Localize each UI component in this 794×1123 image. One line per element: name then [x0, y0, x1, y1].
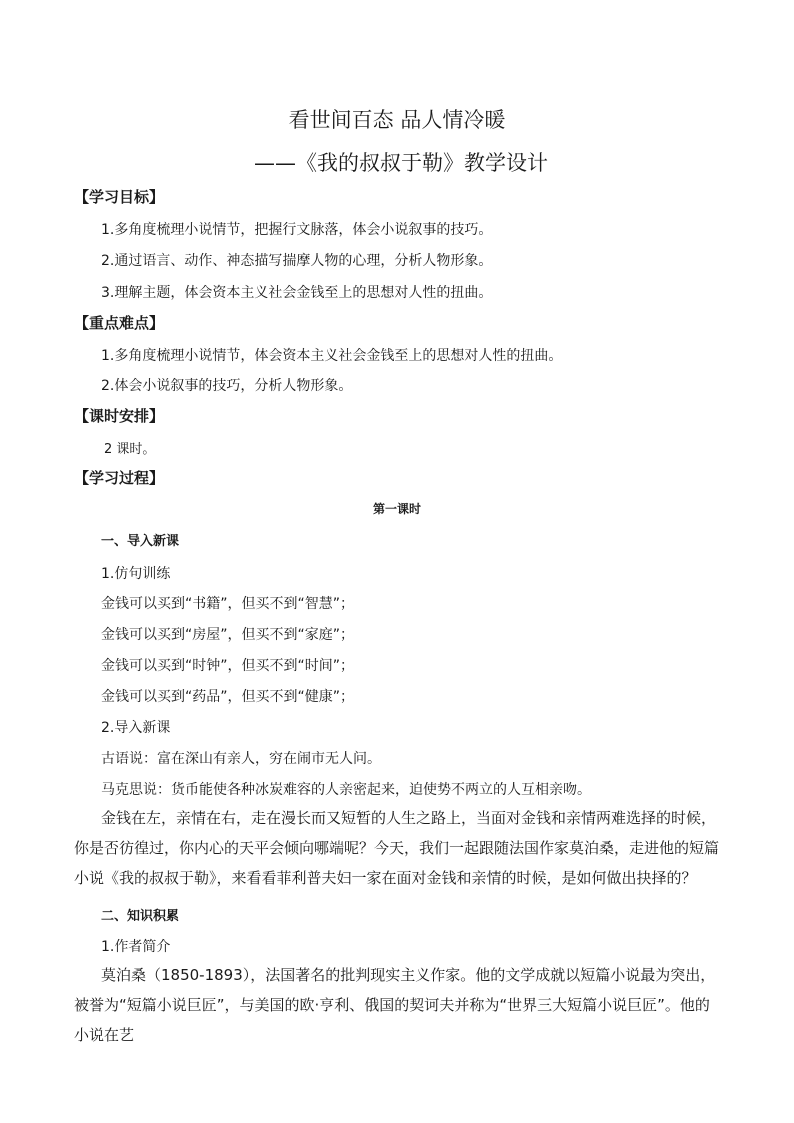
- quote-ancient: 古语说：富在深山有亲人，穷在闹市无人问。: [101, 751, 381, 767]
- section-heading-goals: 【学习目标】: [74, 188, 165, 206]
- author-paragraph: 莫泊桑（1850-1893），法国著名的批判现实主义作家。他的文学成就以短篇小说最为突出，被誉为“短篇小说巨匠”，与美国的欧·亨利、俄国的契诃夫并称为“世界三大短篇小说巨匠”。他的小说在艺: [74, 966, 716, 1044]
- part1-heading: 一、导入新课: [101, 534, 180, 549]
- imitation-line-3: 金钱可以买到“时钟”，但买不到“时间”；: [101, 658, 355, 674]
- doc-subtitle: ——《我的叔叔于勒》教学设计: [254, 151, 548, 175]
- lesson-title: 第一课时: [372, 502, 421, 516]
- intro-paragraph: 金钱在左，亲情在右，走在漫长而又短暂的人生之路上，当面对金钱和亲情两难选择的时候，你是否彷徨过，你内心的天平会倾向哪端呢？今天，我们一起跟随法国作家莫泊桑，走进他的短篇小说《我的叔叔于勒》，来看看菲利普夫妇一家在面对金钱和亲情的时候，是如何做出抉择的？: [74, 809, 720, 887]
- imitation-line-4: 金钱可以买到“药品”，但买不到“健康”；: [101, 689, 355, 705]
- sub2-heading: 2.导入新课: [101, 720, 171, 736]
- sub3-heading: 1.作者简介: [101, 939, 171, 955]
- section-heading-schedule: 【课时安排】: [74, 407, 165, 425]
- key-item-2: 2.体会小说叙事的技巧，分析人物形象。: [101, 378, 353, 394]
- part2-heading: 二、知识积累: [101, 909, 180, 924]
- goal-item-3: 3.理解主题，体会资本主义社会金钱至上的思想对人性的扭曲。: [101, 285, 493, 301]
- goal-item-2: 2.通过语言、动作、神态描写揣摩人物的心理，分析人物形象。: [101, 253, 493, 269]
- sub1-heading: 1.仿句训练: [101, 566, 171, 582]
- goal-item-1: 1.多角度梳理小说情节，把握行文脉落，体会小说叙事的技巧。: [101, 222, 493, 238]
- imitation-line-2: 金钱可以买到“房屋”，但买不到“家庭”；: [101, 627, 355, 643]
- section-heading-process: 【学习过程】: [74, 469, 165, 487]
- imitation-line-1: 金钱可以买到“书籍”，但买不到“智慧”；: [101, 596, 355, 612]
- section-heading-key: 【重点难点】: [74, 314, 165, 332]
- quote-marx: 马克思说：货币能使各种冰炭难容的人亲密起来，迫使势不两立的人互相亲吻。: [101, 782, 591, 798]
- key-item-1: 1.多角度梳理小说情节，体会资本主义社会金钱至上的思想对人性的扭曲。: [101, 348, 563, 364]
- doc-title: 看世间百态 品人情冷暖: [288, 108, 506, 132]
- schedule-text: 2 课时。: [104, 442, 156, 457]
